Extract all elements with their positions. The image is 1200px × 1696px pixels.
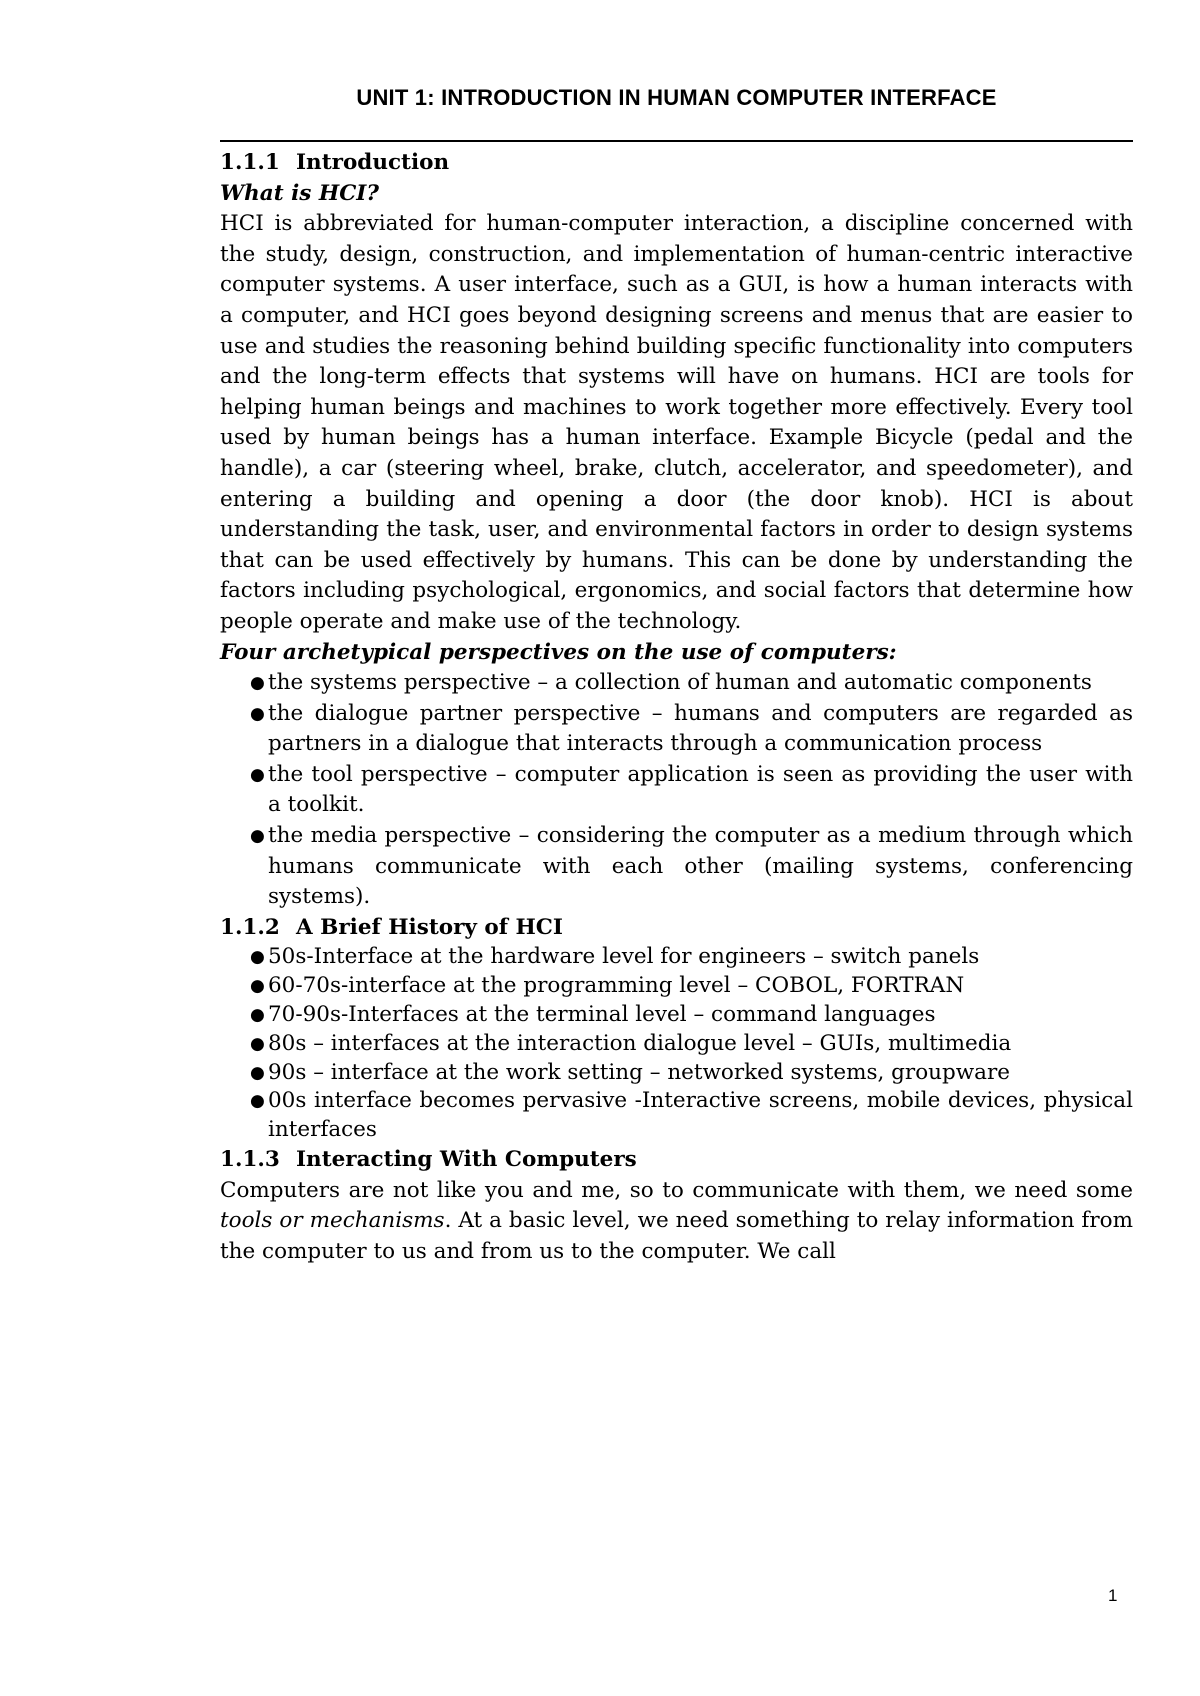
- section-number: 1.1.3: [220, 1147, 280, 1173]
- list-item: ● the systems perspective – a collection of human and automatic components: [250, 668, 1133, 699]
- bullet-icon: ●: [250, 947, 265, 968]
- title-divider: [220, 140, 1133, 142]
- bullet-icon: ●: [250, 826, 265, 847]
- list-item: ● 70-90s-Interfaces at the terminal level – command languages: [250, 1001, 1133, 1030]
- bullet-icon: ●: [250, 1062, 265, 1083]
- section-title: Introduction: [296, 150, 450, 175]
- hci-definition-paragraph: HCI is abbreviated for human-computer interaction, a discipline concerned with the study, design, construction, and implementation of human-centric interactive computer systems. A user interface, such as a GUI, is how a human interacts with a computer, and HCI goes beyond designing screens and menus that are easier to use and studies the reasoning behind building specific functionality into computers and the long-term effects that systems will have on humans. HCI are tools for helping human beings and machines to work together more effectively. Every tool used by human beings has a human interface. Example Bicycle (pedal and the handle), a car (steering wheel, brake, clutch, accelerator, and speedometer), and entering a building and opening a door (the door knob). HCI is about understanding the task, user, and environmental factors in order to design systems that can be used effectively by humans. This can be done by understanding the factors including psychological, ergonomics, and social factors that determine how people operate and make use of the technology.: [220, 211, 1133, 634]
- bullet-icon: ●: [250, 764, 265, 785]
- list-item: ● 60-70s-interface at the programming level – COBOL, FORTRAN: [250, 972, 1133, 1001]
- bullet-icon: ●: [250, 976, 265, 997]
- interacting-paragraph: Computers are not like you and me, so to communicate with them, we need some tools or mechanisms. At a basic level, we need something to relay information from the computer to us and from us to the computer. We call: [220, 1177, 1134, 1264]
- bullet-icon: ●: [250, 703, 265, 724]
- list-item: ● the media perspective – considering the computer as a medium through which humans communicate with each other (mailing systems, conferencing systems).: [250, 823, 1133, 910]
- list-item: ● the tool perspective – computer application is seen as providing the user with a toolkit.: [250, 761, 1133, 818]
- subheading-what-is-hci: What is HCI?: [220, 180, 379, 206]
- subheading-perspectives: Four archetypical perspectives on the use of computers:: [220, 639, 897, 665]
- perspectives-list: [220, 668, 1133, 913]
- section-title: A Brief History of HCI: [296, 914, 563, 940]
- list-item: ● 00s interface becomes pervasive -Interactive screens, mobile devices, physical interfaces: [250, 1088, 1133, 1143]
- section-number: 1.1.1: [220, 150, 280, 175]
- list-item: ● the dialogue partner perspective – humans and computers are regarded as partners in a dialogue that interacts through a communication process: [250, 700, 1133, 757]
- list-item: ● 80s – interfaces at the interaction dialogue level – GUIs, multimedia: [250, 1030, 1133, 1059]
- bullet-icon: ●: [250, 1091, 265, 1112]
- bullet-icon: ●: [250, 1033, 265, 1054]
- section-heading-introduction: [220, 148, 1133, 179]
- history-list: [220, 943, 1133, 1145]
- list-item: ● 50s-Interface at the hardware level for engineers – switch panels: [250, 943, 1133, 972]
- bullet-icon: ●: [250, 1005, 265, 1026]
- section-heading-history: [220, 913, 1133, 944]
- emphasis-text: tools or mechanisms: [220, 1208, 445, 1234]
- section-number: 1.1.2: [220, 914, 280, 940]
- bullet-icon: ●: [250, 673, 265, 694]
- section-heading-interacting: [220, 1145, 1133, 1176]
- page-content: [220, 78, 1133, 1267]
- section-title: Interacting With Computers: [296, 1147, 637, 1173]
- unit-title: UNIT 1: INTRODUCTION IN HUMAN COMPUTER INTERFACE: [356, 85, 997, 110]
- page-number: 1: [1108, 1586, 1118, 1605]
- list-item: ● 90s – interface at the work setting – networked systems, groupware: [250, 1059, 1133, 1088]
